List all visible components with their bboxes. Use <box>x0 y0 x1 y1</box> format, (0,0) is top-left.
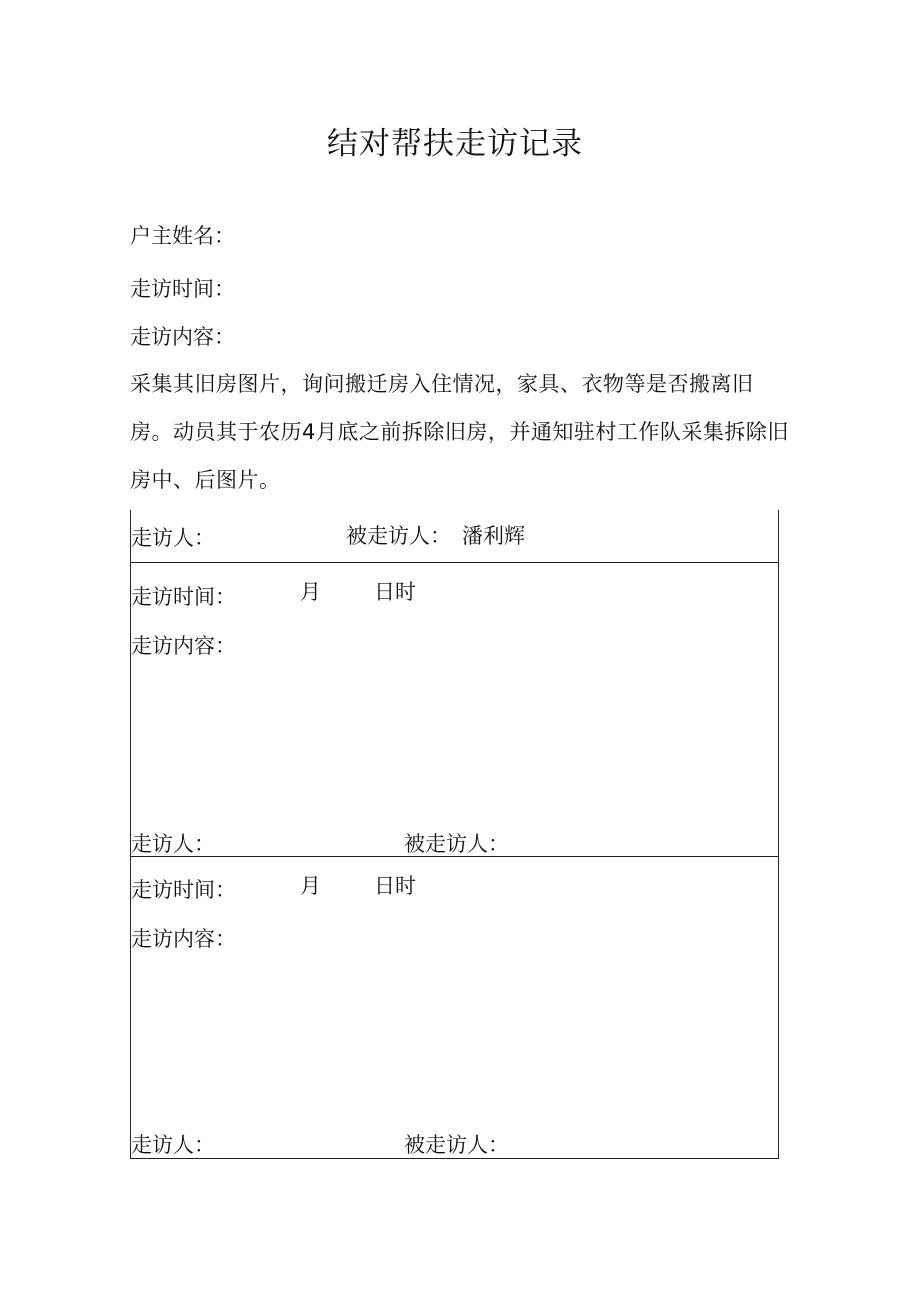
record-month-label: 月 <box>300 874 321 898</box>
record-month-label: 月 <box>300 580 321 604</box>
record-time-label: 走访时间： <box>131 878 236 902</box>
visitor-label: 走访人： <box>131 526 215 550</box>
record-visitor-label: 走访人： <box>131 832 215 856</box>
record-day-hour-label: 日时 <box>374 580 416 604</box>
record-visitor-label: 走访人： <box>131 1133 215 1157</box>
record-time-label: 走访时间： <box>131 585 236 609</box>
table-row-divider <box>130 562 779 563</box>
visitee-label: 被走访人： <box>346 524 451 548</box>
table-right-border <box>778 510 779 1158</box>
record-visitee-label: 被走访人： <box>404 832 509 856</box>
visitee-name: 潘利辉 <box>462 524 525 548</box>
record-content-label: 走访内容： <box>131 927 236 951</box>
record-content-label: 走访内容： <box>131 634 236 658</box>
visit-content-label: 走访内容： <box>130 325 235 349</box>
visit-content-paragraph: 采集其旧房图片，询问搬迁房入住情况，家具、衣物等是否搬离旧房。动员其于农历4月底之前拆除旧房，并通知驻村工作队采集拆除旧房中、后图片。 <box>130 372 789 492</box>
visit-time-label: 走访时间： <box>130 277 235 301</box>
record-day-hour-label: 日时 <box>374 874 416 898</box>
record-visitee-label: 被走访人： <box>404 1133 509 1157</box>
page-title: 结对帮扶走访记录 <box>327 126 583 162</box>
household-head-label: 户主姓名： <box>130 224 235 248</box>
